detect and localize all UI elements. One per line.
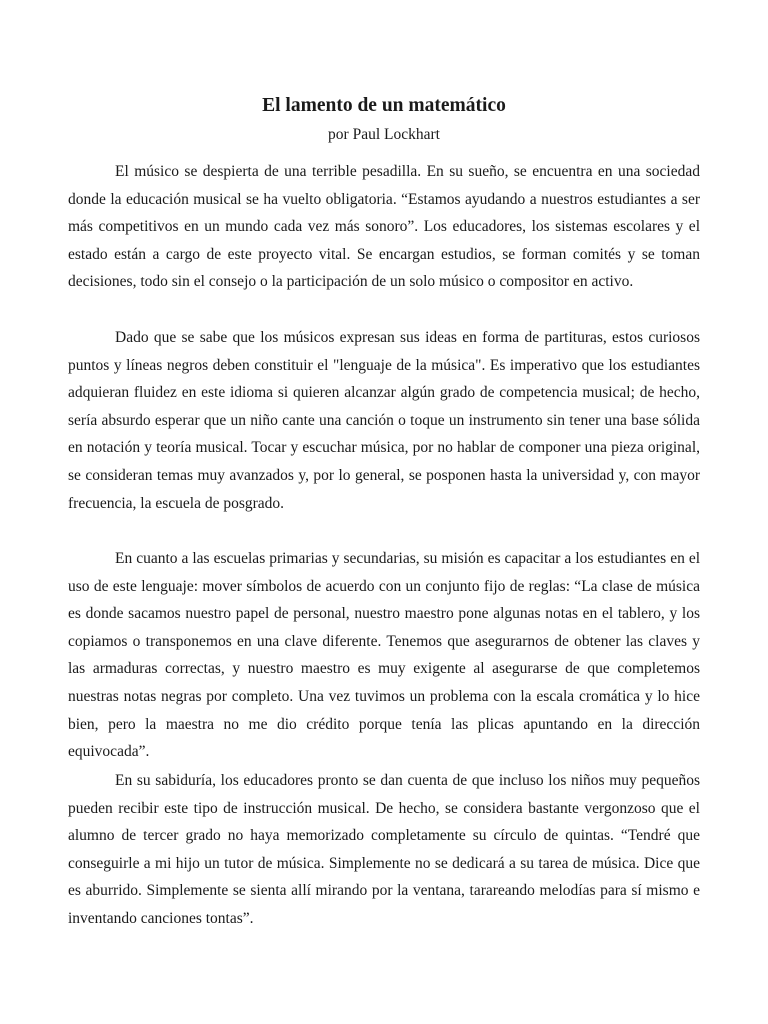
document-title: El lamento de un matemático [262, 95, 506, 116]
paragraph-1: El músico se despierta de una terrible pesadilla. En su sueño, se encuentra en una sociedad donde la educación musical se ha vuelto obligatoria. “Estamos ayudando a nuestros estudiantes a ser más competitivos en un mundo cada vez más sonoro”. Los educadores, los sistemas escolares y el estado están a cargo de este proyecto vital. Se encargan estudios, se forman comités y se toman decisiones, todo sin el consejo o la participación de un solo músico o compositor en activo. [68, 163, 700, 291]
paragraph-2: Dado que se sabe que los músicos expresan sus ideas en forma de partituras, estos curiosos puntos y líneas negros deben constituir el "lenguaje de la música". Es imperativo que los estudiantes adquieran fluidez en este idioma si quieren alcanzar algún grado de competencia musical; de hecho, sería absurdo esperar que un niño cante una canción o toque un instrumento sin tener una base sólida en notación y teoría musical. Tocar y escuchar música, por no hablar de componer una pieza original, se consideran temas muy avanzados y, por lo general, se posponen hasta la universidad y, con mayor frecuencia, la escuela de posgrado. [68, 329, 700, 512]
paragraph-4: En su sabiduría, los educadores pronto se dan cuenta de que incluso los niños muy pequeños pueden recibir este tipo de instrucción musical. De hecho, se considera bastante vergonzoso que el alumno de tercer grado no haya memorizado completamente su círculo de quintas. “Tendré que conseguirle a mi hijo un tutor de música. Simplemente no se dedicará a su tarea de música. Dice que es aburrido. Simplemente se sienta allí mirando por la ventana, tarareando melodías para sí mismo e inventando canciones tontas”. [68, 772, 700, 927]
paragraph-3: En cuanto a las escuelas primarias y secundarias, su misión es capacitar a los estudiantes en el uso de este lenguaje: mover símbolos de acuerdo con un conjunto fijo de reglas: “La clase de música es donde sacamos nuestro papel de personal, nuestro maestro pone algunas notas en el tablero, y los copiamos o transponemos en una clave diferente. Tenemos que asegurarnos de obtener las claves y las armaduras correctas, y nuestro maestro es muy exigente al asegurarse de que completemos nuestras notas negras por completo. Una vez tuvimos un problema con la escala cromática y lo hice bien, pero la maestra no me dio crédito porque tenía las plicas apuntando en la dirección equivocada”. [68, 550, 700, 761]
author-byline: por Paul Lockhart [328, 126, 440, 143]
